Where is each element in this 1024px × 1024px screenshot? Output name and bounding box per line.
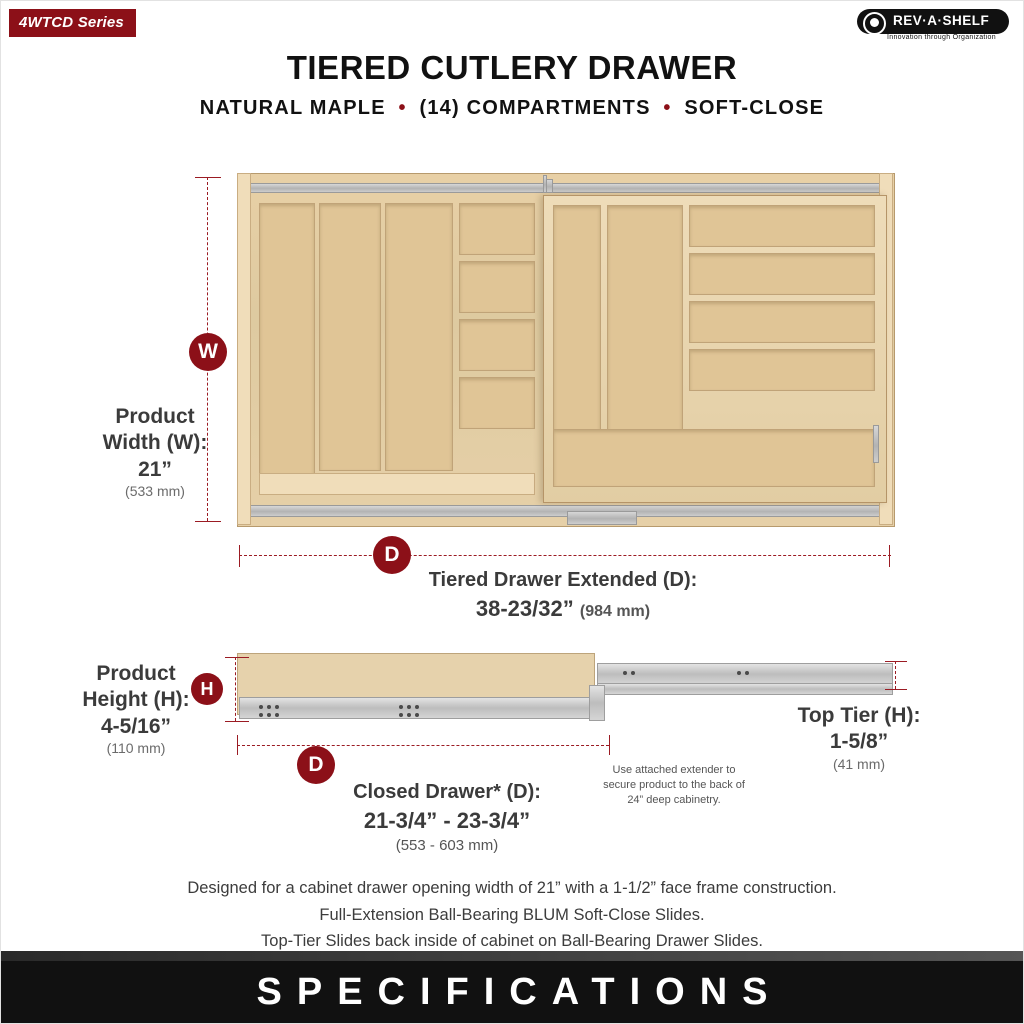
- subtitle-part-1: NATURAL MAPLE: [199, 97, 386, 119]
- closed-depth-tick-left: [237, 735, 238, 755]
- closed-depth-value: 21-3/4” - 23-3/4”: [363, 808, 531, 833]
- product-height-line2: Height (H):: [82, 688, 190, 712]
- side-slide-upper-rail2: [597, 683, 893, 695]
- extended-depth-dimension-line: [239, 555, 891, 556]
- extended-depth-value-text: 38-23/32”: [475, 596, 574, 621]
- slide-hole: [399, 713, 403, 717]
- brand-logo: [857, 9, 1009, 43]
- compartment-t4: [689, 253, 875, 295]
- closed-depth-metric: (553 - 603 mm): [395, 837, 499, 854]
- subtitle-part-2: (14) COMPARTMENTS: [419, 97, 651, 119]
- compartment-b2: [319, 203, 381, 471]
- slide-hole: [407, 705, 411, 709]
- product-width-value: 21”: [138, 457, 172, 481]
- footer-line-1: Designed for a cabinet drawer opening width of 21” with a 1-1/2” face frame construction.: [187, 879, 837, 897]
- rail-bottom: [247, 505, 883, 517]
- height-tick-top: [225, 657, 249, 658]
- product-width-label: [85, 404, 225, 500]
- product-width-line1: Product: [115, 405, 195, 428]
- badge-closed-depth: D: [297, 746, 335, 784]
- product-height-line1: Product: [96, 662, 176, 685]
- top-tier-dimension-line: [895, 661, 896, 689]
- compartment-t3: [689, 205, 875, 247]
- closed-depth-tick-right: [609, 735, 610, 755]
- slide-hole: [275, 705, 279, 709]
- product-height-label: [61, 661, 211, 757]
- compartment-b6: [459, 319, 535, 371]
- brand-name: REV·A·SHELF: [893, 13, 990, 28]
- slide-hole: [267, 705, 271, 709]
- slide-hole: [259, 705, 263, 709]
- rail-top: [247, 183, 883, 193]
- series-badge: 4WTCD Series: [9, 9, 136, 37]
- slide-hole: [415, 713, 419, 717]
- extended-depth-metric: (984 mm): [579, 603, 651, 620]
- width-tick-bottom: [195, 521, 221, 522]
- footer-line-3: Top-Tier Slides back inside of cabinet on Ball-Bearing Drawer Slides.: [261, 932, 763, 951]
- top-tier-handle: [873, 425, 879, 463]
- badge-height: H: [191, 673, 223, 705]
- footer-description: [1, 875, 1023, 955]
- compartment-b1: [259, 203, 315, 495]
- top-tier-value: 1-5/8”: [829, 730, 889, 754]
- top-tier-metric: (41 mm): [832, 755, 886, 772]
- extended-depth-tick-left: [239, 545, 240, 567]
- slide-hole: [737, 671, 741, 675]
- extended-depth-label: Tiered Drawer Extended (D):: [428, 569, 698, 591]
- extender-note: Use attached extender to secure product to the back of 24” deep cabinetry.: [603, 764, 745, 806]
- badge-extended-depth: D: [373, 536, 411, 574]
- slide-bracket-front: [567, 511, 637, 525]
- closed-depth-label: Closed Drawer* (D):: [353, 781, 541, 803]
- brand-tagline: Innovation through Organization: [887, 34, 996, 41]
- badge-width: W: [189, 333, 227, 371]
- slide-hole: [745, 671, 749, 675]
- page-title: TIERED CUTLERY DRAWER: [286, 49, 738, 86]
- compartment-t5: [689, 301, 875, 343]
- extended-depth-caption: [313, 569, 813, 622]
- product-width-line2: Width (W):: [102, 431, 208, 455]
- closed-depth-dimension-line: [237, 745, 609, 746]
- bullet-separator-icon: •: [398, 97, 407, 119]
- top-tier-label: [759, 703, 959, 773]
- knob-icon: [863, 12, 886, 35]
- slide-hole: [259, 713, 263, 717]
- slide-bracket-back: [543, 175, 547, 193]
- product-width-metric: (533 mm): [125, 482, 185, 499]
- width-tick-top: [195, 177, 221, 178]
- height-tick-bottom: [225, 721, 249, 722]
- slide-hole: [407, 713, 411, 717]
- compartment-t1: [553, 205, 601, 445]
- compartment-b4: [459, 203, 535, 255]
- side-bracket: [589, 685, 605, 721]
- compartment-b5: [459, 261, 535, 313]
- page-subtitle: [1, 97, 1023, 120]
- slide-hole: [623, 671, 627, 675]
- drawer-plan-view: [198, 173, 893, 566]
- product-height-value: 4-5/16”: [100, 714, 172, 738]
- left-edge-band: [237, 173, 251, 525]
- compartment-t6: [689, 349, 875, 391]
- slide-hole: [415, 705, 419, 709]
- footer-line-2: Full-Extension Ball-Bearing BLUM Soft-Close Slides.: [319, 905, 705, 924]
- spec-bar-divider: [1, 951, 1023, 961]
- slide-hole: [631, 671, 635, 675]
- product-height-metric: (110 mm): [106, 739, 166, 756]
- slide-hole: [399, 705, 403, 709]
- compartment-b7: [459, 377, 535, 429]
- height-dimension-line: [235, 657, 236, 721]
- compartment-t7: [553, 429, 875, 487]
- front-rail-lower: [259, 473, 535, 495]
- bullet-separator-icon: •: [663, 97, 672, 119]
- top-tier-tick-bottom: [885, 689, 907, 690]
- extended-depth-value: [313, 596, 813, 622]
- compartment-t2: [607, 205, 683, 445]
- top-tier-tick-top: [885, 661, 907, 662]
- slide-hole: [267, 713, 271, 717]
- slide-hole: [275, 713, 279, 717]
- extended-depth-tick-right: [889, 545, 890, 567]
- subtitle-part-3: SOFT-CLOSE: [684, 97, 825, 119]
- top-tier-label-text: Top Tier (H):: [797, 704, 921, 727]
- specifications-banner: SPECIFICATIONS: [1, 961, 1023, 1023]
- closed-depth-caption: [269, 781, 625, 854]
- compartment-b3: [385, 203, 453, 471]
